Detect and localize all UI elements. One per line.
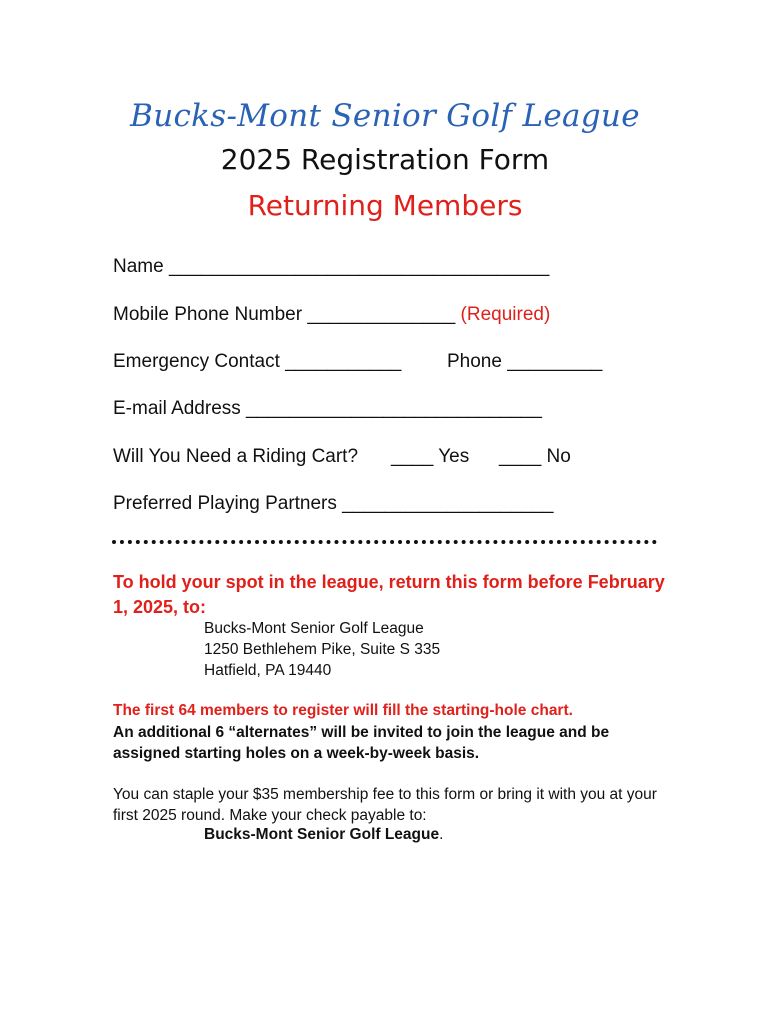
alternates-note: An additional 6 “alternates” will be invited to join the league and be assigned starting holes on a week-by-week basis. (113, 724, 610, 762)
cart-no-option[interactable]: ____ No (499, 446, 571, 467)
required-note: (Required) (460, 304, 551, 325)
mobile-phone-label: Mobile Phone Number ______________ (113, 304, 461, 325)
emergency-phone-field[interactable]: Phone _________ (447, 351, 603, 372)
address-line-1: Bucks-Mont Senior Golf League (204, 620, 424, 637)
league-name-heading: Bucks-Mont Senior Golf League (130, 98, 640, 134)
check-payee (204, 826, 443, 844)
dotted-divider (112, 540, 657, 544)
return-deadline-notice: To hold your spot in the league, return this form before February 1, 2025, to: (113, 572, 665, 617)
cart-yes-option[interactable]: ____ Yes (391, 446, 470, 467)
form-subtitle: Returning Members (247, 189, 523, 222)
address-line-3: Hatfield, PA 19440 (204, 662, 332, 679)
mailing-address (204, 618, 440, 681)
riding-cart-question: Will You Need a Riding Cart? (113, 446, 359, 467)
form-title: 2025 Registration Form (220, 143, 550, 176)
mobile-phone-field[interactable] (113, 304, 550, 326)
payee-period: . (439, 826, 444, 843)
membership-fee-note: You can staple your $35 membership fee to this form or bring it with you at your first 2025 round. Make your check payable to: (113, 786, 657, 824)
playing-partners-field[interactable]: Preferred Playing Partners ____________________ (113, 493, 554, 514)
email-field[interactable]: E-mail Address ____________________________ (113, 398, 542, 419)
address-line-2: 1250 Bethlehem Pike, Suite S 335 (204, 641, 441, 658)
first-64-note: The first 64 members to register will fill the starting-hole chart. (113, 702, 573, 719)
name-field[interactable]: Name ____________________________________ (113, 256, 550, 277)
payee-name: Bucks-Mont Senior Golf League (204, 826, 440, 843)
emergency-contact-field[interactable]: Emergency Contact ___________ (113, 351, 402, 372)
